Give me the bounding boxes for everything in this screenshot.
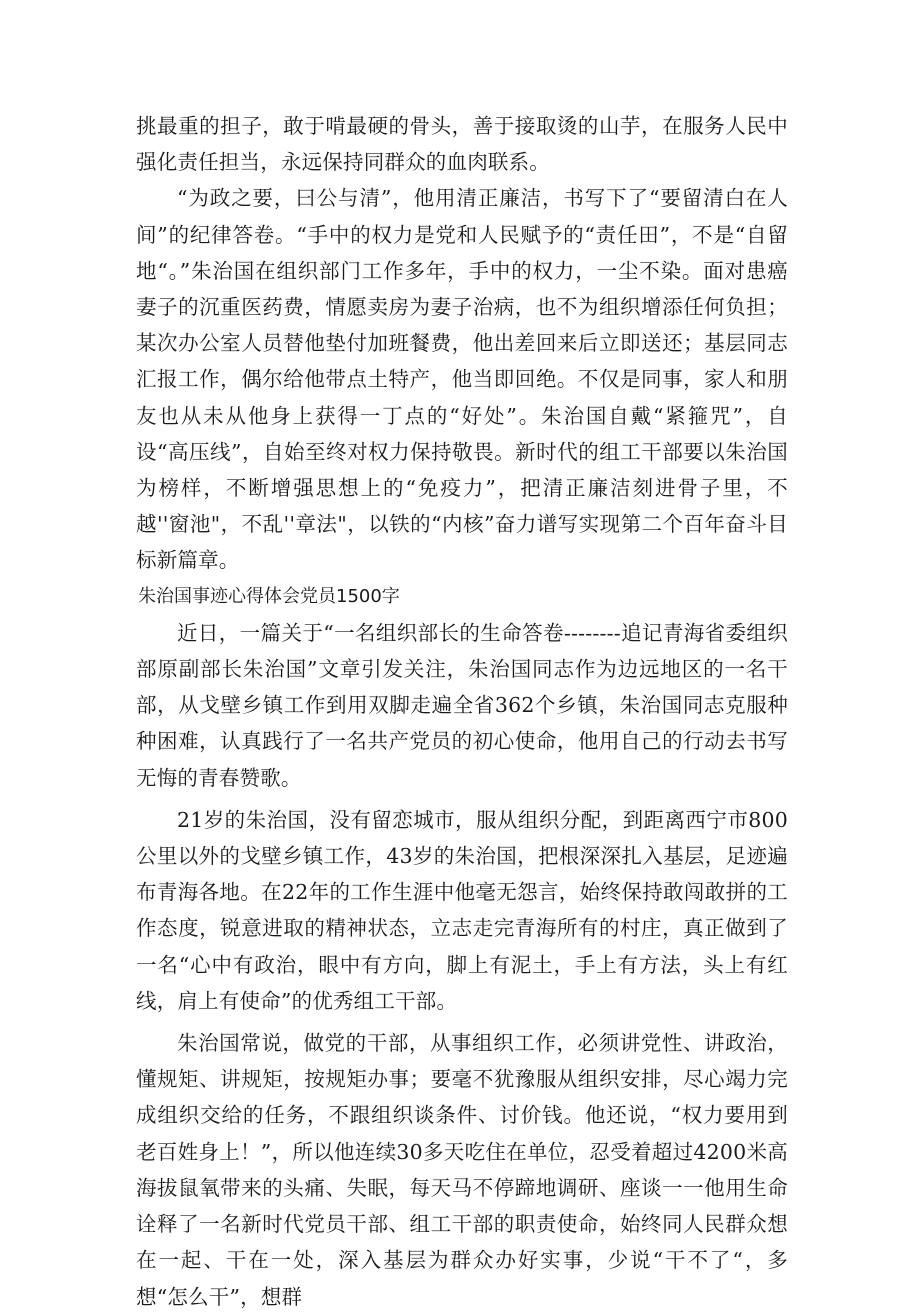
paragraph-2: “为政之要，曰公与清”，他用清正廉洁，书写下了“要留清白在人间”的纪律答卷。“手中的权力是党和人民赋予的“责任田”，不是“自留地“。”朱治国在组织部门工作多年，手中的权力，一尘不染。面对患癌妻子的沉重医药费，情愿卖房为妻子治病，也不为组织增添任何负担；某次办公室人员替他垫付加班餐费，他出差回来后立即送还；基层同志汇报工作，偶尔给他带点土特产，他当即回绝。不仅是同事，家人和朋友也从未从他身上获得一丁点的“好处”。朱治国自戴“紧箍咒”，自设“高压线”，自始至终对权力保持敬畏。新时代的组工干部要以朱治国为榜样，不断增强思想上的“免疫力”，把清正廉洁刻进骨子里，不越''窗池"，不乱''章法"，以铁的“内核”奋力谱写实现第二个百年奋斗目标新篇章。 bbox=[136, 186, 788, 573]
paragraph-4: 21岁的朱治国，没有留恋城市，服从组织分配，到距离西宁市800公里以外的戈壁乡镇工作，43岁的朱治国，把根深深扎入基层，足迹遍布青海各地。在22年的工作生涯中他毫无怨言，始终保持敢闯敢拼的工作态度，锐意进取的精神状态，立志走完青海所有的村庄，真正做到了一名“心中有政治，眼中有方向，脚上有泥土，手上有方法，头上有红线，肩上有使命”的优秀组工干部。 bbox=[136, 807, 788, 1013]
section-heading: 朱治国事迹心得体会党员1500字 bbox=[138, 585, 400, 607]
paragraph-3: 近日，一篇关于“一名组织部长的生命答卷--------追记青海省委组织部原副部长朱治国”文章引发关注，朱治国同志作为边远地区的一名干部，从戈壁乡镇工作到用双脚走遍全省362个乡镇，朱治国同志克服种种困难，认真践行了一名共产党员的初心使命，他用自己的行动去书写无悔的青春赞歌。 bbox=[136, 620, 788, 790]
document-body bbox=[136, 108, 788, 1315]
paragraph-1: 挑最重的担子，敢于啃最硬的骨头，善于接取烫的山芋，在服务人民中强化责任担当，永远保持同群众的血肉联系。 bbox=[136, 114, 788, 175]
paragraph-5: 朱治国常说，做党的干部，从事组织工作，必须讲党性、讲政治，懂规矩、讲规矩，按规矩办事；要毫不犹豫服从组织安排，尽心竭力完成组织交给的任务，不跟组织谈条件、讨价钱。他还说，“权力要用到老百姓身上！”，所以他连续30多天吃住在单位，忍受着超过4200米高海拔鼠氧带来的头痛、失眠，每天马不停蹄地调研、座谈一一他用生命诠释了一名新时代党员干部、组工干部的职责使命，始终同人民群众想在一起、干在一处，深入基层为群众办好实事，少说“干不了“，多想“怎么干”，想群 bbox=[136, 1031, 788, 1309]
